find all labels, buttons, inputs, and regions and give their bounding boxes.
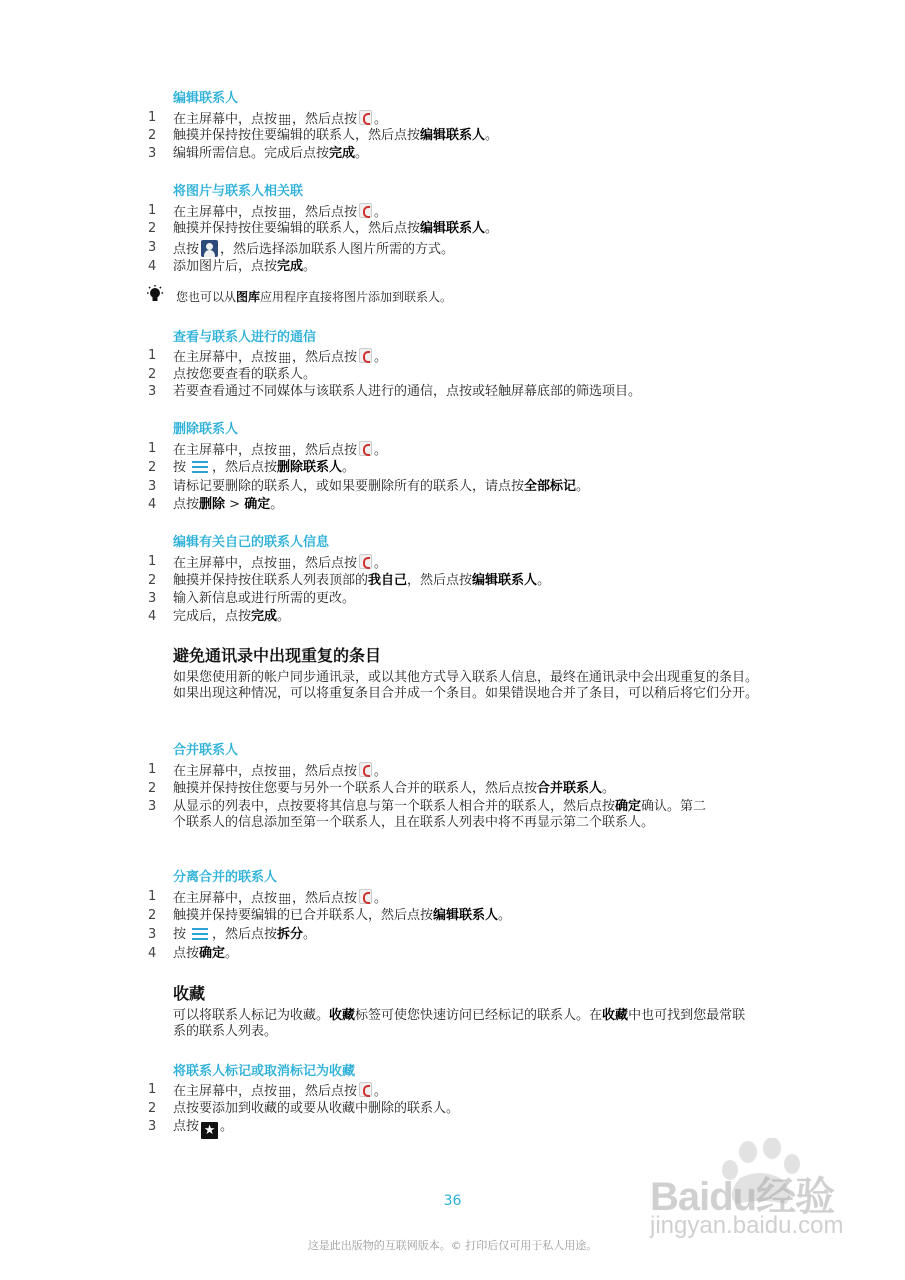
watermark-brand: Baidu经验 [650,1175,835,1219]
section-title-delete-contact: 删除联系人 [173,422,239,437]
step: 1 在主屏幕中，点按 ，然后点按 。 [148,441,388,458]
lightbulb-icon [144,284,166,306]
step: 4 点按确定。 [148,946,239,961]
section-title-merge-contacts: 合并联系人 [173,743,239,758]
footer-note: 这是此出版物的互联网版本。© 打印后仅可用于私人用途。 [307,1239,598,1252]
heading-avoid-duplicates: 避免通讯录中出现重复的条目 [173,646,382,665]
paragraph-favorites: 可以将联系人标记为收藏。收藏标签可使您快速访问已经标记的联系人。在收藏中也可找到您最常联系的联系人列表。 [173,1008,746,1039]
apps-grid-icon [279,558,290,569]
step: 1 在主屏幕中，点按 ，然后点按 。 [148,762,388,779]
section-title-link-picture: 将图片与联系人相关联 [173,184,304,199]
apps-grid-icon [279,445,290,456]
step: 2 触摸并保持按住要编辑的联系人，然后点按编辑联系人。 [148,221,499,236]
section-title-view-communication: 查看与联系人进行的通信 [173,330,317,345]
menu-icon [188,460,210,473]
step: 2 触摸并保持按住您要与另外一个联系人合并的联系人，然后点按合并联系人。 [148,781,616,796]
step: 2 触摸并保持要编辑的已合并联系人，然后点按编辑联系人。 [148,908,512,923]
apps-grid-icon [279,893,290,904]
star-icon: ★ [201,1122,218,1139]
apps-grid-icon [279,352,290,363]
contacts-app-icon [359,203,372,218]
contacts-app-icon [359,1082,372,1097]
contacts-app-icon [359,554,372,569]
step: 4 点按删除 > 确定。 [148,497,284,512]
contacts-app-icon [359,110,372,125]
contact-photo-icon [201,240,218,257]
step: 2 点按要添加到收藏的或要从收藏中删除的联系人。 [148,1101,460,1116]
contacts-app-icon [359,348,372,363]
contacts-app-icon [359,889,372,904]
step: 2 点按您要查看的联系人。 [148,367,317,382]
step: 3 编辑所需信息。完成后点按完成。 [148,146,369,161]
step: 4 添加图片后，点按完成。 [148,259,317,274]
step: 2 触摸并保持按住联系人列表顶部的我自己，然后点按编辑联系人。 [148,573,551,588]
step: 4 完成后，点按完成。 [148,609,291,624]
step: 1 在主屏幕中，点按 ，然后点按 。 [148,110,388,127]
step: 2 触摸并保持按住要编辑的联系人，然后点按编辑联系人。 [148,128,499,143]
apps-grid-icon [279,766,290,777]
contacts-app-icon [359,762,372,777]
step: 1 在主屏幕中，点按 ，然后点按 。 [148,554,388,571]
step: 3 若要查看通过不同媒体与该联系人进行的通信，点按或轻触屏幕底部的筛选项目。 [148,384,642,399]
step: 1 在主屏幕中，点按 ，然后点按 。 [148,1082,388,1099]
step: 3 从显示的列表中，点按要将其信息与第一个联系人相合并的联系人，然后点按确定确认。第二个联系人的信息添加至第一个联系人，且在联系人列表中将不再显示第二个联系人。 [148,799,707,830]
step: 1 在主屏幕中，点按 ，然后点按 。 [148,348,388,365]
contacts-app-icon [359,441,372,456]
page-number: 36 [443,1193,462,1209]
tip-text: 您也可以从图库应用程序直接将图片添加到联系人。 [176,290,453,304]
step: 2 按 ，然后点按删除联系人。 [148,460,356,475]
heading-favorites: 收藏 [173,984,206,1003]
menu-icon [188,927,210,940]
step: 1 在主屏幕中，点按 ，然后点按 。 [148,889,388,906]
section-title-edit-contact: 编辑联系人 [173,91,239,106]
step-number: 1 [148,110,157,125]
step: 3 按 ，然后点按拆分。 [148,927,317,942]
step: 3 点按 ★ 。 [148,1119,234,1138]
section-title-edit-own-info: 编辑有关自己的联系人信息 [173,535,330,550]
step: 3 请标记要删除的联系人，或如果要删除所有的联系人，请点按全部标记。 [148,479,590,494]
paragraph-duplicates: 如果您使用新的帐户同步通讯录，或以其他方式导入联系人信息，最终在通讯录中会出现重复的条目。如果出现这种情况，可以将重复条目合并成一个条目。如果错误地合并了条目，可以稍后将它们分开。 [173,670,759,701]
step: 1 在主屏幕中，点按 ，然后点按 。 [148,203,388,220]
step: 3 输入新信息或进行所需的更改。 [148,591,356,606]
step: 3 点按 ，然后选择添加联系人图片所需的方式。 [148,240,455,257]
section-title-split-contacts: 分离合并的联系人 [173,870,278,885]
section-title-mark-favorite: 将联系人标记或取消标记为收藏 [173,1064,356,1079]
apps-grid-icon [279,1086,290,1097]
apps-grid-icon [279,207,290,218]
apps-grid-icon [279,114,290,125]
watermark-url: jingyan.baidu.com [650,1212,844,1239]
